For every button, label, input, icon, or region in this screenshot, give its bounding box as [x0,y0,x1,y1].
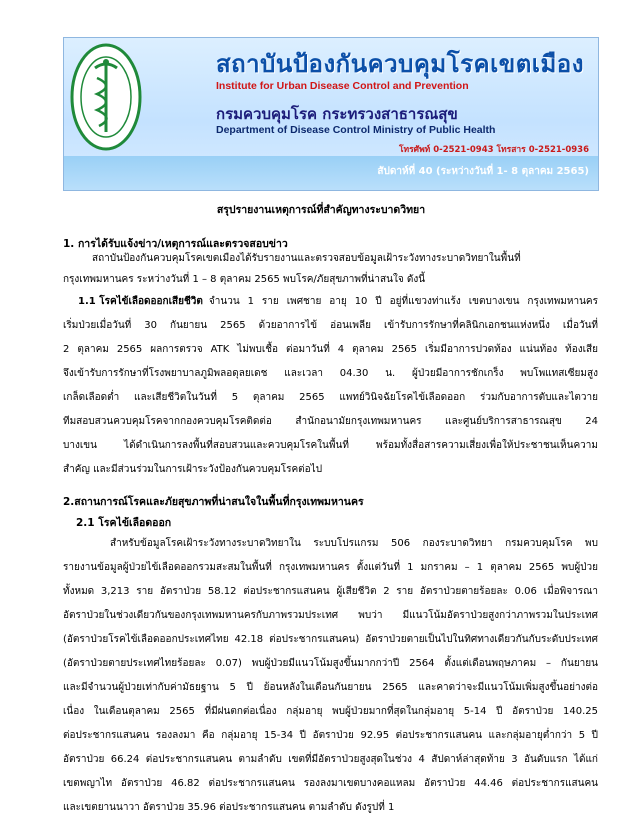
paragraph-line: เกล็ดเลือดต่ำ และเสียชีวิตในวันที่ 5 ตุลาคม 2565 แพทย์วินิจฉัยโรคไข้เลือดออก ร่วมกับอาการตับและไตวาย [63,392,598,403]
ministry-seal-logo [69,42,143,152]
paragraph-line: และมีจำนวนผู้ป่วยเท่ากับค่ามัธยฐาน 5 ปี ย้อนหลังในเดือนกันยายน 2565 และคาดว่าจะมีแนวโน้มเพิ่มสูงขึ้นอย่างต่อ [63,682,598,693]
paragraph-line: อัตราป่วยในช่วงเดียวกันของกรุงเทพมหานครกับภาพรวมประเทศ พบว่า มีแนวโน้มอัตราป่วยสูงกว่าภาพรวมในประเทศ [63,610,598,621]
paragraph-line: กรุงเทพมหานคร ระหว่างวันที่ 1 – 8 ตุลาคม 2565 พบโรค/ภัยสุขภาพที่น่าสนใจ ดังนี้ [63,274,426,285]
week-range: สัปดาห์ที่ 40 (ระหว่างวันที่ 1- 8 ตุลาคม 2565) [377,166,589,177]
paragraph-line: และเขตยานนาวา อัตราป่วย 35.96 ต่อประชากรแสนคน ตามลำดับ ดังรูปที่ 1 [63,802,395,813]
paragraph-line: จำนวน 1 ราย เพศชาย อายุ 10 ปี อยู่ที่แขวงท่าแร้ง เขตบางเขน กรุงเทพมหานคร [208,296,598,307]
department-name-en: Department of Disease Control Ministry of Public Health [216,124,496,136]
paragraph-line: อัตราป่วย 66.24 ต่อประชากรแสนคน ตามลำดับ เขตที่มีอัตราป่วยสูงสุดในช่วง 4 สัปดาห์ล่าสุดท้าย 3 อันดับแรก ได้แก่ [63,754,598,765]
paragraph-line: เริ่มป่วยเมื่อวันที่ 30 กันยายน 2565 ด้วยอาการไข้ อ่อนเพลีย เข้ารับการรักษาที่คลินิกเอกชนแห่งหนึ่ง เมื่อวันที่ [63,320,598,331]
subsection-1-1-line [78,295,598,309]
department-name-th: กรมควบคุมโรค กระทรวงสาธารณสุข [216,105,458,123]
paragraph-line: (อัตราป่วยตายประเทศไทยร้อยละ 0.07) พบผู้ป่วยมีแนวโน้มสูงขึ้นมากกว่าปี 2564 ตั้งแต่เดือนพฤษภาคม – กันยายน [63,658,598,669]
paragraph-line: (อัตราป่วยโรคไข้เลือดออกประเทศไทย 42.18 ต่อประชากรแสนคน) อัตราป่วยตายเป็นไปในทิศทางเดียวกันกับระดับประเทศ [63,634,598,645]
paragraph-line: จึงเข้ารับการรักษาที่โรงพยาบาลภูมิพลอดุลยเดช และเวลา 04.30 น. ผู้ป่วยมีอาการชักเกร็ง พบโพแทสเซียมสูง [63,368,598,379]
report-title: สรุปรายงานเหตุการณ์ที่สำคัญทางระบาดวิทยา [216,204,426,216]
paragraph-line: ทั้งหมด 3,213 ราย อัตราป่วย 58.12 ต่อประชากรแสนคน ผู้เสียชีวิต 2 ราย อัตราป่วยตายร้อยละ 0.06 เมื่อพิจารณา [63,586,598,597]
paragraph-line: ต่อประชากรแสนคน รองลงมา คือ กลุ่มอายุ 15-34 ปี อัตราป่วย 92.95 ต่อประชากรแสนคน และกลุ่มอายุต่ำกว่า 5 ปี [63,730,598,741]
institute-name-th: สถาบันป้องกันควบคุมโรคเขตเมือง [216,50,584,78]
paragraph-line: สำคัญ และมีส่วนร่วมในการเฝ้าระวังป้องกันควบคุมโรคต่อไป [63,464,323,475]
header-banner [63,37,599,191]
paragraph-line: บางเขน ได้ดำเนินการลงพื้นที่สอบสวนและควบคุมโรคในพื้นที่ พร้อมทั้งสื่อสารความเสี่ยงเพื่อให้ประชาชนเห็นความ [63,440,598,451]
section-2-heading: 2.สถานการณ์โรคและภัยสุขภาพที่น่าสนใจในพื้นที่กรุงเทพมหานคร [63,496,364,508]
institute-name-en: Institute for Urban Disease Control and Prevention [216,80,469,92]
subsection-2-1-heading: 2.1 โรคไข้เลือดออก [76,517,172,529]
section-1-heading: 1. การได้รับแจ้งข่าว/เหตุการณ์และตรวจสอบข่าว [63,238,288,250]
paragraph-line: สถาบันป้องกันควบคุมโรคเขตเมืองได้รับรายงานและตรวจสอบข้อมูลเฝ้าระวังทางระบาดวิทยาในพื้นที่ [92,253,521,264]
paragraph-line: รายงานข้อมูลผู้ป่วยไข้เลือดออกรวมสะสมในพื้นที่ กรุงเทพมหานคร ตั้งแต่วันที่ 1 มกราคม – 1 ตุลาคม 2565 พบผู้ป่วย [63,562,598,573]
paragraph-line: ทีมสอบสวนควบคุมโรคจากกองควบคุมโรคติดต่อ สำนักอนามัยกรุงเทพมหานคร และศูนย์บริการสาธารณสุข 24 [63,416,598,427]
subsection-1-1-label: 1.1 โรคไข้เลือดออกเสียชีวิต [78,296,203,307]
paragraph-line: สำหรับข้อมูลโรคเฝ้าระวังทางระบาดวิทยาใน ระบบโปรแกรม 506 กองระบาดวิทยา กรมควบคุมโรค พบ [110,538,598,549]
paragraph-line: 2 ตุลาคม 2565 ผลการตรวจ ATK ไม่พบเชื้อ ต่อมาวันที่ 4 ตุลาคม 2565 เริ่มมีอาการปวดท้อง แน่นท้อง ท้องเสีย [63,344,598,355]
contact-numbers: โทรศัพท์ 0-2521-0943 โทรสาร 0-2521-0936 [398,145,589,155]
paragraph-line: เนื่อง ในเดือนตุลาคม 2565 ที่มีฝนตกต่อเนื่อง กลุ่มอายุ พบผู้ป่วยมากที่สุดในกลุ่มอายุ 5-14 ปี อัตราป่วย 140.25 [63,706,598,717]
paragraph-line: เขตพญาไท อัตราป่วย 46.82 ต่อประชากรแสนคน รองลงมาเขตบางคอแหลม อัตราป่วย 44.46 ต่อประชากรแสนคน [63,778,598,789]
